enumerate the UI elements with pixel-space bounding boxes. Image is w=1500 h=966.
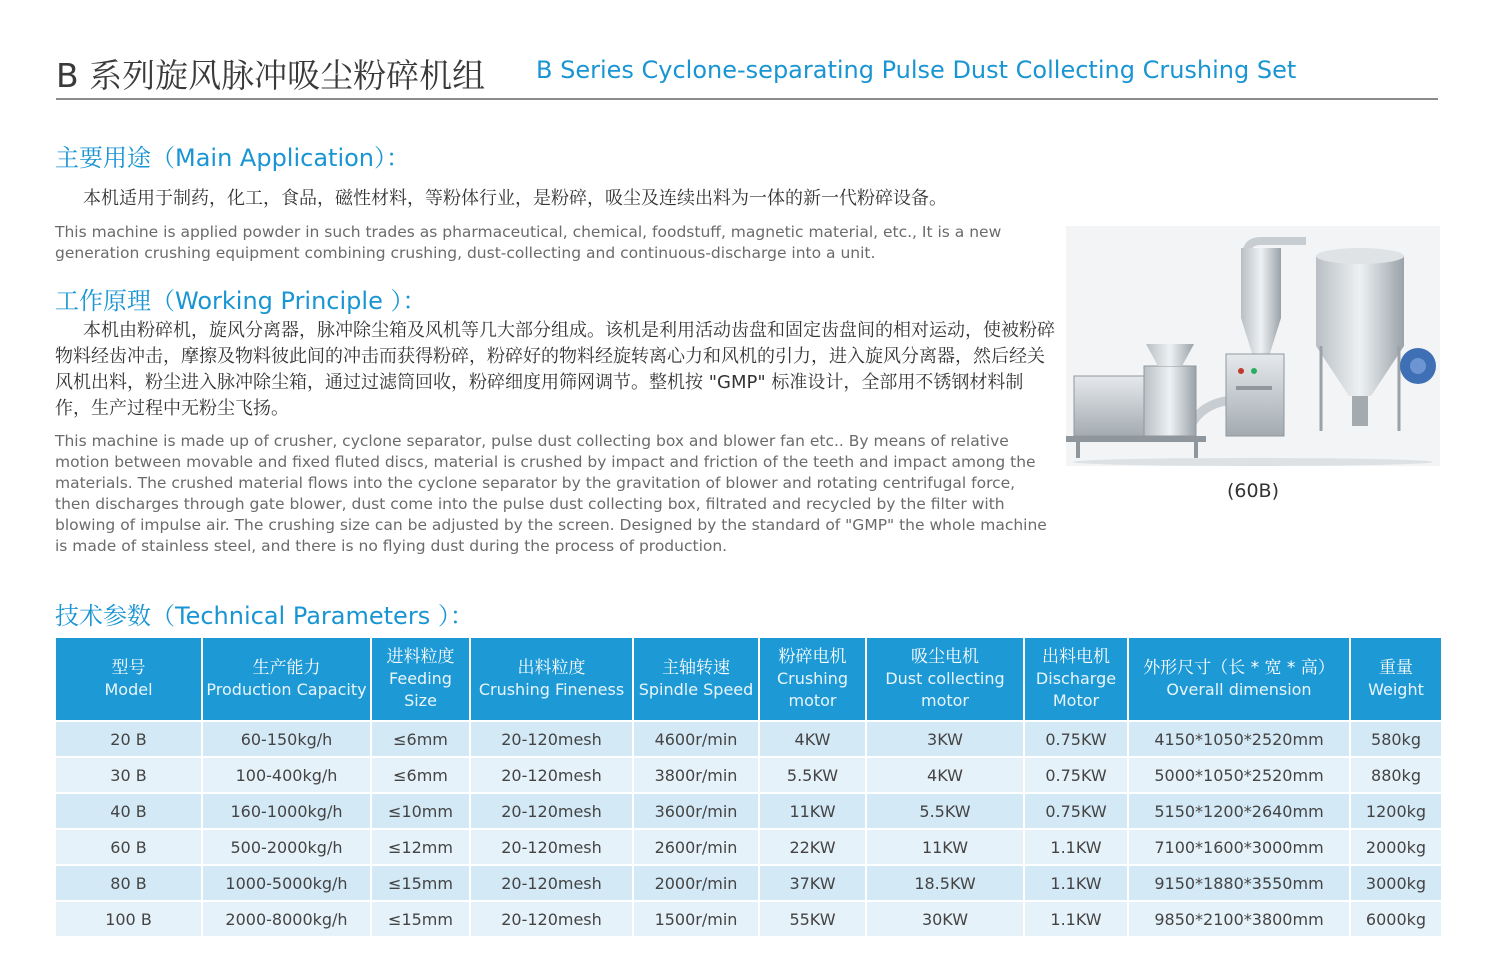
table-cell: 160-1000kg/h — [202, 793, 371, 829]
table-row — [56, 901, 1441, 936]
table-cell: 5.5KW — [759, 757, 866, 793]
header-cn: 吸尘电机 — [911, 647, 979, 667]
header-en: Spindle Speed — [638, 680, 754, 699]
table-cell: 20-120mesh — [470, 757, 633, 793]
table-cell: 1.1KW — [1024, 829, 1128, 865]
table-row — [56, 721, 1441, 757]
table-cell: 11KW — [866, 829, 1024, 865]
table-cell: 18.5KW — [866, 865, 1024, 901]
header-cell — [1128, 638, 1350, 721]
table-cell: 20 B — [56, 721, 202, 757]
header-en: Weight — [1368, 680, 1424, 699]
table-cell: 11KW — [759, 793, 866, 829]
header-en: Feeding Size — [389, 669, 452, 710]
principle-heading: 工作原理（Working Principle ）： — [55, 287, 427, 315]
table-cell: 30KW — [866, 901, 1024, 936]
header-cell — [759, 638, 866, 721]
table-cell: 2000-8000kg/h — [202, 901, 371, 936]
table-cell: 3800r/min — [633, 757, 759, 793]
page-title-cn: B 系列旋风脉冲吸尘粉碎机组 — [56, 56, 486, 95]
photo-caption: (60B) — [1226, 480, 1280, 502]
table-cell: 100-400kg/h — [202, 757, 371, 793]
application-text-cn: 本机适用于制药，化工，食品，磁性材料，等粉体行业，是粉碎，吸尘及连续出料为一体的新一代粉碎设备。 — [83, 188, 947, 209]
header-cell — [1024, 638, 1128, 721]
header-cn: 生产能力 — [252, 658, 321, 678]
table-cell: 2000kg — [1350, 829, 1441, 865]
header-en: Model — [104, 680, 153, 699]
header-cell — [1350, 638, 1441, 721]
header-cn: 出料电机 — [1042, 647, 1110, 667]
table-cell: ≤6mm — [371, 721, 470, 757]
table-cell: 0.75KW — [1024, 757, 1128, 793]
table-cell: 20-120mesh — [470, 865, 633, 901]
table-cell: 40 B — [56, 793, 202, 829]
table-cell: 60 B — [56, 829, 202, 865]
header-cn: 出料粒度 — [517, 658, 586, 678]
table-cell: 80 B — [56, 865, 202, 901]
table-cell: 55KW — [759, 901, 866, 936]
header-en: Crushing Fineness — [478, 680, 625, 699]
header-cell — [470, 638, 633, 721]
table-cell: 30 B — [56, 757, 202, 793]
table-cell: 37KW — [759, 865, 866, 901]
table-cell: 22KW — [759, 829, 866, 865]
table-cell: 5150*1200*2640mm — [1128, 793, 1350, 829]
header-cell — [633, 638, 759, 721]
table-cell: 2000r/min — [633, 865, 759, 901]
header-en: Overall dimension — [1166, 680, 1312, 699]
header-cn: 主轴转速 — [662, 658, 730, 678]
table-cell: ≤15mm — [371, 901, 470, 936]
parameters-table — [56, 638, 1441, 936]
table-cell: 0.75KW — [1024, 721, 1128, 757]
header-cell — [56, 638, 202, 721]
table-cell: ≤6mm — [371, 757, 470, 793]
table-cell: 580kg — [1350, 721, 1441, 757]
table-cell: 20-120mesh — [470, 829, 633, 865]
header-cell — [202, 638, 371, 721]
table-cell: 4KW — [759, 721, 866, 757]
header-cn: 粉碎电机 — [778, 647, 847, 667]
table-cell: 1200kg — [1350, 793, 1441, 829]
table-cell: 6000kg — [1350, 901, 1441, 936]
table-cell: 500-2000kg/h — [202, 829, 371, 865]
table-cell: 3000kg — [1350, 865, 1441, 901]
header-cell — [866, 638, 1024, 721]
table-cell: 7100*1600*3000mm — [1128, 829, 1350, 865]
table-row — [56, 793, 1441, 829]
application-heading: 主要用途（Main Application）： — [55, 144, 411, 172]
machine-photo — [1066, 226, 1440, 466]
table-cell: ≤12mm — [371, 829, 470, 865]
page-header — [56, 48, 1438, 100]
table-header-row — [56, 638, 1441, 721]
application-text-en: This machine is applied powder in such trades as pharmaceutical, chemical, foodstuff, magnetic material, etc., It is a new generation crushing equipment combining crushing, dust-collecting and continuous-discharge into a unit. — [55, 223, 1002, 262]
table-cell: 880kg — [1350, 757, 1441, 793]
table-cell: 60-150kg/h — [202, 721, 371, 757]
principle-text-cn: 本机由粉碎机，旋风分离器，脉冲除尘箱及风机等几大部分组成。该机是利用活动齿盘和固定齿盘间的相对运动，使被粉碎物料经齿冲击，摩擦及物料彼此间的冲击而获得粉碎，粉碎好的物料经旋转离心力和风机的引力，进入旋风分离器，然后经关风机出料，粉尘进入脉冲除尘箱，通过过滤筒回收，粉碎细度用筛网调节。整机按 "GMP" 标准设计，全部用不锈钢材料制作，生产过程中无粉尘飞扬。 — [55, 320, 1055, 419]
table-cell: 4KW — [866, 757, 1024, 793]
header-en: Dust collecting motor — [885, 669, 1005, 710]
table-cell: 100 B — [56, 901, 202, 936]
table-cell: 9150*1880*3550mm — [1128, 865, 1350, 901]
table-cell: 4150*1050*2520mm — [1128, 721, 1350, 757]
table-cell: 3600r/min — [633, 793, 759, 829]
table-cell: 20-120mesh — [470, 793, 633, 829]
header-en: Crushing motor — [776, 669, 849, 710]
header-cn: 重量 — [1379, 658, 1413, 678]
page-title-en: B Series Cyclone-separating Pulse Dust Collecting Crushing Set — [536, 56, 1297, 84]
table-cell: 5.5KW — [866, 793, 1024, 829]
table-cell: 20-120mesh — [470, 901, 633, 936]
table-cell: 1.1KW — [1024, 901, 1128, 936]
header-cn: 外形尺寸（长 * 宽 * 高） — [1143, 658, 1335, 678]
table-cell: 1000-5000kg/h — [202, 865, 371, 901]
table-cell: 2600r/min — [633, 829, 759, 865]
table-row — [56, 829, 1441, 865]
header-cell — [371, 638, 470, 721]
table-cell: 1500r/min — [633, 901, 759, 936]
header-en: Production Capacity — [206, 680, 367, 699]
header-cn: 型号 — [111, 658, 146, 678]
principle-text-en: This machine is made up of crusher, cyclone separator, pulse dust collecting box and blower fan etc.. By means of relative motion between movable and fixed fluted discs, material is crushed by impact and friction of the teeth and impact among the materials. The crushed material flows into the cyclone separator by the gravitation of blower and rotating centrifugal force, then discharges through gate blower, dust come into the pulse dust collecting box, filtrated and recycled by the filter with blowing of impulse air. The crushing size can be adjusted by the screen. Designed by the standard of "GMP" the whole machine is made of stainless steel, and there is no flying dust during the process of production. — [55, 432, 1047, 555]
table-cell: 9850*2100*3800mm — [1128, 901, 1350, 936]
table-row — [56, 757, 1441, 793]
parameters-heading: 技术参数（Technical Parameters ）： — [55, 602, 474, 630]
table-cell: 20-120mesh — [470, 721, 633, 757]
header-en: Discharge Motor — [1035, 669, 1117, 710]
table-cell: 1.1KW — [1024, 865, 1128, 901]
table-cell: ≤15mm — [371, 865, 470, 901]
table-row — [56, 865, 1441, 901]
header-cn: 进料粒度 — [386, 647, 455, 667]
table-cell: 3KW — [866, 721, 1024, 757]
table-cell: 4600r/min — [633, 721, 759, 757]
table-cell: 5000*1050*2520mm — [1128, 757, 1350, 793]
table-cell: ≤10mm — [371, 793, 470, 829]
table-cell: 0.75KW — [1024, 793, 1128, 829]
